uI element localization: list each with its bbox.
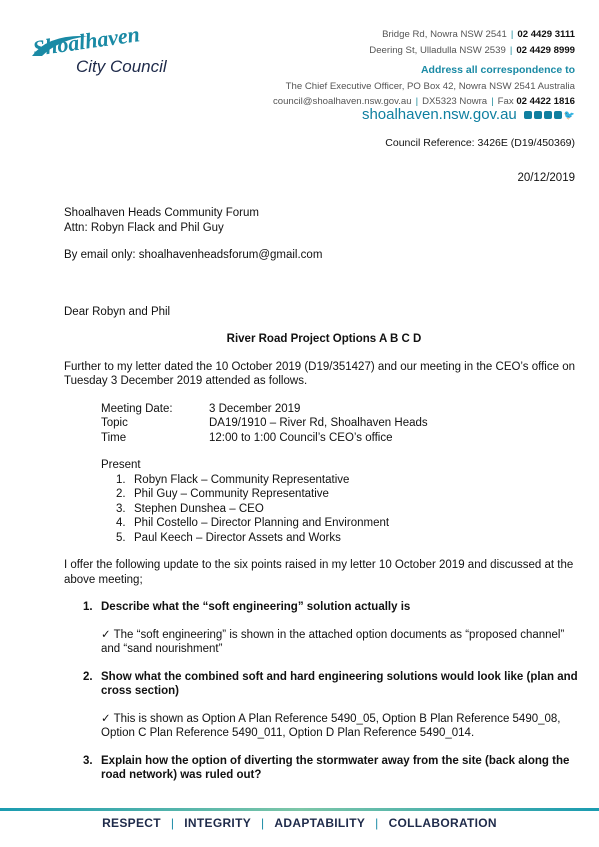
divider: | <box>509 44 513 56</box>
divider: | <box>510 29 514 40</box>
list-number: 5. <box>116 531 126 544</box>
instagram-icon[interactable] <box>534 111 542 119</box>
meeting-label: Time <box>101 431 127 444</box>
letter-body <box>64 206 584 783</box>
point-question-text: Describe what the “soft engineering” solution actually is <box>101 601 411 613</box>
logo-word-1: Shoalhaven <box>31 26 142 61</box>
linkedin-icon[interactable] <box>544 111 552 119</box>
point-answer: ✓ The “soft engineering” is shown in the attached option documents as “proposed channel” and “sand nourishment” <box>101 628 565 655</box>
dx-number: DX5323 Nowra <box>422 96 488 107</box>
point-question <box>83 670 584 699</box>
meeting-label: Meeting Date: <box>101 402 173 415</box>
value-integrity: INTEGRITY <box>184 816 251 830</box>
office-phone-1: 02 4429 3111 <box>517 29 575 40</box>
logo-word-2: City Council <box>76 57 167 76</box>
correspondence-heading: Address all correspondence to <box>420 64 575 76</box>
correspondence-address: The Chief Executive Officer, PO Box 42, Nowra NSW 2541 Australia <box>285 80 575 92</box>
social-icons <box>524 111 575 119</box>
office-phone-2: 02 4429 8999 <box>516 44 575 56</box>
values-footer <box>0 816 599 830</box>
list-text: Phil Guy – Community Representative <box>134 488 329 500</box>
value-adaptability: ADAPTABILITY <box>274 816 366 830</box>
recipient-org: Shoalhaven Heads Community Forum <box>64 207 259 219</box>
list-number: 3. <box>116 502 126 515</box>
meeting-row <box>101 402 584 417</box>
fax-number: 02 4422 1816 <box>516 96 575 107</box>
meeting-details <box>101 402 584 446</box>
salutation: Dear Robyn and Phil <box>64 305 171 318</box>
recipient-email: By email only: shoalhavenheadsforum@gmail.com <box>64 249 323 261</box>
value-collaboration: COLLABORATION <box>388 816 497 830</box>
divider: | <box>261 816 265 830</box>
point-number: 2. <box>83 670 93 683</box>
point-question <box>83 754 584 783</box>
meeting-value: 12:00 to 1:00 Council’s CEO’s office <box>209 431 393 444</box>
point-question-text: Explain how the option of diverting the stormwater away from the site (back along the road network) was ruled out? <box>101 754 570 781</box>
intro-paragraph: Further to my letter dated the 10 October 2019 (D19/351427) and our meeting in the CEO’s office on Tuesday 3 December 2019 attended as follows. <box>64 360 575 387</box>
meeting-value: 3 December 2019 <box>209 402 301 415</box>
meeting-row <box>101 431 584 446</box>
meeting-value: DA19/1910 – River Rd, Shoalhaven Heads <box>209 417 428 429</box>
value-respect: RESPECT <box>102 816 161 830</box>
attendee-list <box>116 473 584 546</box>
office-address-2: Deering St, Ulladulla NSW 2539 <box>369 44 506 56</box>
recipient-attn: Attn: Robyn Flack and Phil Guy <box>64 221 224 234</box>
list-number: 2. <box>116 488 126 500</box>
point-number: 3. <box>83 754 93 767</box>
meeting-label: Topic <box>101 417 128 429</box>
point-question <box>83 600 584 615</box>
website-row <box>362 106 575 123</box>
list-item <box>116 531 584 546</box>
council-email[interactable]: council@shoalhaven.nsw.gov.au <box>272 96 412 107</box>
list-text: Phil Costello – Director Planning and Environment <box>134 517 390 529</box>
twitter-icon[interactable]: 🐦 <box>563 109 575 120</box>
list-text: Stephen Dunshea – CEO <box>134 502 264 515</box>
council-logo-graphic <box>28 26 198 86</box>
office-address-1: Bridge Rd, Nowra NSW 2541 <box>382 29 507 40</box>
youtube-icon[interactable] <box>554 111 562 119</box>
point-answer: ✓ This is shown as Option A Plan Reference 5490_05, Option B Plan Reference 5490_08, Option C Plan Reference 5490_011, Option D Plan Reference 5490_014. <box>101 712 561 739</box>
divider: | <box>170 816 175 830</box>
website-link[interactable]: shoalhaven.nsw.gov.au <box>361 106 517 123</box>
update-paragraph: I offer the following update to the six points raised in my letter 10 October 2019 and discussed at the above meeting; <box>64 559 574 586</box>
footer-divider <box>0 808 599 811</box>
list-item <box>116 516 584 531</box>
point-question-text: Show what the combined soft and hard engineering solutions would look like (plan and cross section) <box>101 670 578 697</box>
divider: | <box>415 96 419 107</box>
point-number: 1. <box>83 601 93 613</box>
subject-line: River Road Project Options A B C D <box>226 333 422 345</box>
council-reference: Council Reference: 3426E (D19/450369) <box>385 137 575 149</box>
list-number: 4. <box>116 517 126 529</box>
letter-date: 20/12/2019 <box>517 172 575 184</box>
divider: | <box>375 816 379 830</box>
fax-label: Fax <box>497 96 514 107</box>
present-label: Present <box>101 459 141 471</box>
divider: | <box>491 96 494 107</box>
meeting-row <box>101 416 584 431</box>
office-row-2 <box>273 43 575 59</box>
list-item <box>116 502 584 517</box>
facebook-icon[interactable] <box>524 111 532 119</box>
list-text: Paul Keech – Director Assets and Works <box>134 531 341 544</box>
list-item <box>116 487 584 502</box>
list-item <box>116 473 584 488</box>
contact-block <box>273 27 575 110</box>
office-row-1 <box>273 27 575 43</box>
list-text: Robyn Flack – Community Representative <box>134 473 350 486</box>
council-logo <box>28 26 198 86</box>
list-number: 1. <box>116 473 126 486</box>
